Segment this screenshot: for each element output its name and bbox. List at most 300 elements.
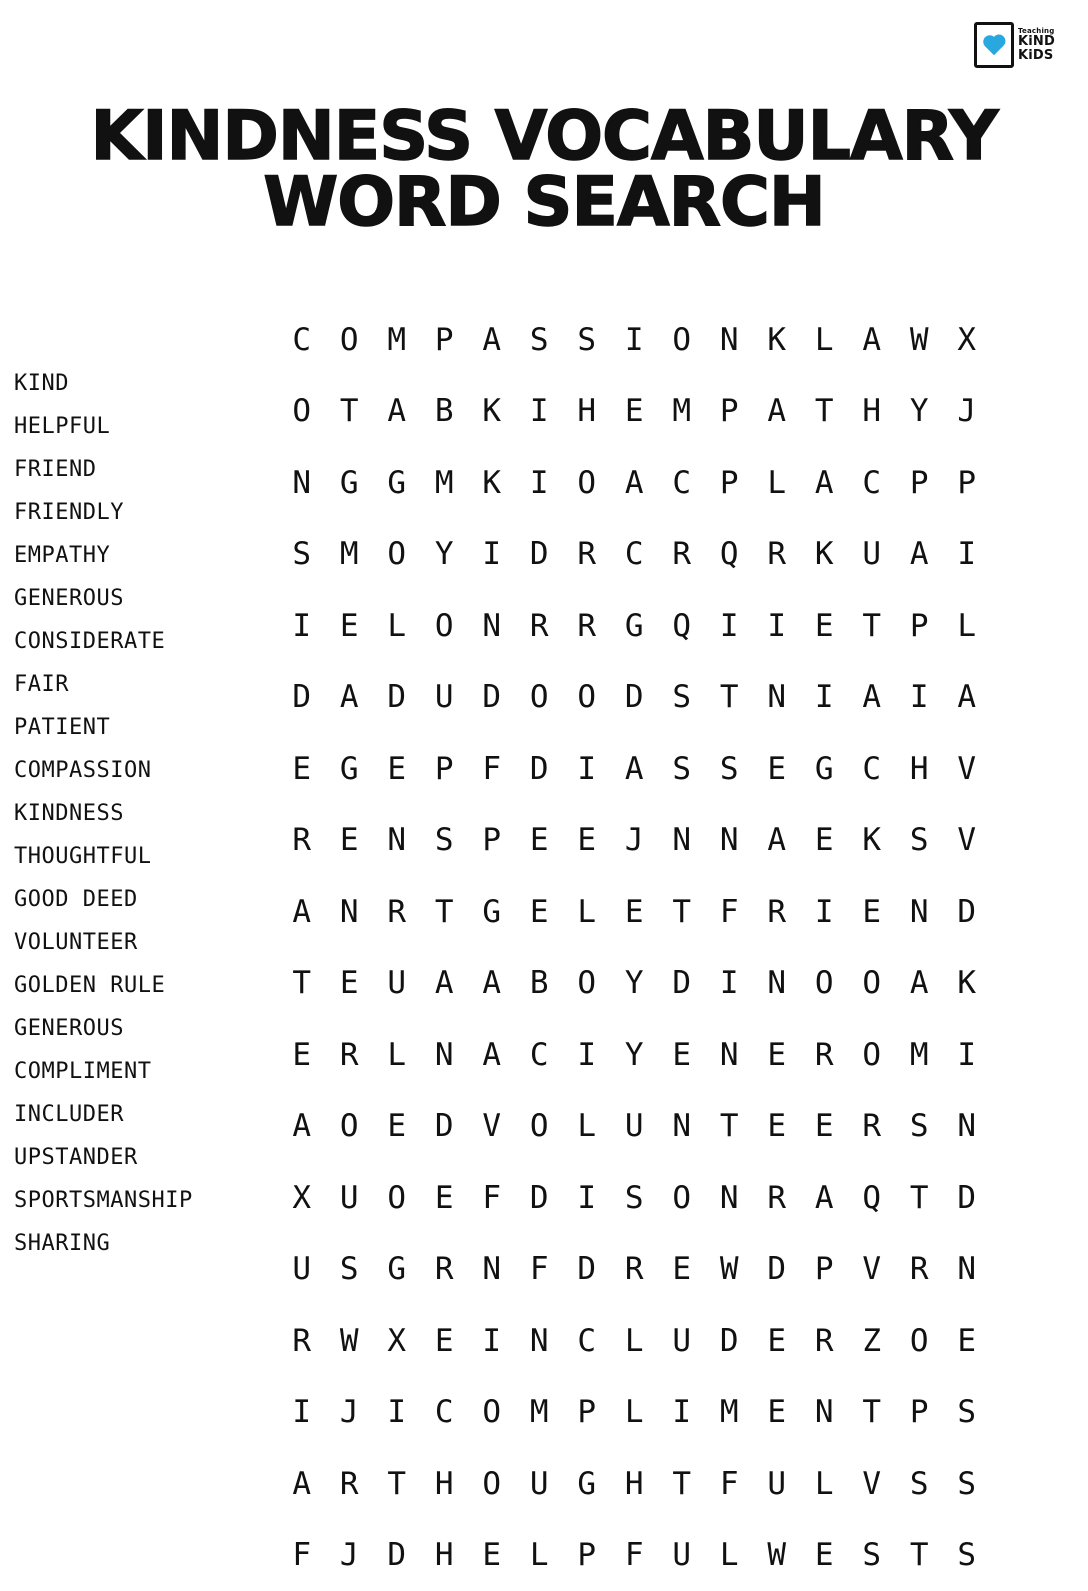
grid-cell: O — [468, 1466, 516, 1502]
grid-cell: F — [706, 894, 754, 930]
grid-cell: E — [611, 894, 659, 930]
grid-cell: F — [468, 751, 516, 787]
grid-cell: E — [278, 1037, 326, 1073]
grid-cell: E — [326, 822, 374, 858]
page-title-line-1: KINDNESS VOCABULARY — [91, 97, 998, 176]
grid-cell: C — [278, 322, 326, 358]
grid-cell: R — [896, 1251, 944, 1287]
grid-cell: T — [278, 965, 326, 1001]
grid-cell: O — [326, 1108, 374, 1144]
grid-cell: R — [373, 894, 421, 930]
grid-cell: E — [326, 608, 374, 644]
grid-cell: U — [373, 965, 421, 1001]
grid-cell: Y — [421, 536, 469, 572]
grid-cell: S — [278, 536, 326, 572]
grid-cell: P — [563, 1537, 611, 1573]
grid-cell: R — [848, 1108, 896, 1144]
grid-cell: Q — [658, 608, 706, 644]
grid-cell: H — [611, 1466, 659, 1502]
grid-cell: N — [706, 1037, 754, 1073]
grid-row — [278, 876, 1038, 948]
grid-cell: N — [753, 679, 801, 715]
grid-cell: A — [278, 1466, 326, 1502]
grid-cell: D — [753, 1251, 801, 1287]
grid-cell: N — [896, 894, 944, 930]
grid-cell: Y — [611, 965, 659, 1001]
grid-cell: S — [658, 751, 706, 787]
grid-cell: I — [516, 465, 564, 501]
grid-cell: T — [706, 679, 754, 715]
grid-cell: D — [421, 1108, 469, 1144]
grid-cell: L — [611, 1323, 659, 1359]
grid-cell: N — [373, 822, 421, 858]
grid-cell: G — [801, 751, 849, 787]
grid-cell: L — [801, 1466, 849, 1502]
grid-cell: A — [896, 965, 944, 1001]
brand-logo — [974, 14, 1066, 76]
grid-cell: O — [421, 608, 469, 644]
grid-cell: P — [468, 822, 516, 858]
grid-cell: H — [896, 751, 944, 787]
grid-cell: V — [943, 751, 991, 787]
grid-cell: N — [326, 894, 374, 930]
grid-cell: L — [801, 322, 849, 358]
grid-cell: N — [278, 465, 326, 501]
grid-cell: A — [611, 751, 659, 787]
logo-line-3: KiDS — [1018, 49, 1055, 63]
grid-cell: G — [468, 894, 516, 930]
grid-cell: D — [516, 536, 564, 572]
grid-cell: I — [516, 393, 564, 429]
grid-cell: N — [658, 822, 706, 858]
grid-row — [278, 1234, 1038, 1306]
grid-cell: X — [373, 1323, 421, 1359]
grid-cell: B — [421, 393, 469, 429]
grid-cell: S — [706, 751, 754, 787]
word-list-item: INCLUDER — [14, 1093, 269, 1136]
word-list-item: PATIENT — [14, 706, 269, 749]
grid-row — [278, 1377, 1038, 1449]
grid-cell: E — [421, 1180, 469, 1216]
grid-cell: V — [848, 1466, 896, 1502]
grid-cell: S — [848, 1537, 896, 1573]
grid-cell: W — [326, 1323, 374, 1359]
grid-cell: S — [563, 322, 611, 358]
grid-cell: L — [373, 608, 421, 644]
word-list-item: COMPASSION — [14, 749, 269, 792]
grid-cell: T — [848, 608, 896, 644]
grid-cell: N — [801, 1394, 849, 1430]
grid-cell: E — [753, 1394, 801, 1430]
grid-row — [278, 519, 1038, 591]
grid-cell: D — [563, 1251, 611, 1287]
grid-cell: K — [801, 536, 849, 572]
grid-cell: A — [943, 679, 991, 715]
grid-row — [278, 1305, 1038, 1377]
grid-cell: N — [468, 1251, 516, 1287]
word-list-item: FRIENDLY — [14, 491, 269, 534]
grid-cell: E — [801, 1108, 849, 1144]
grid-cell: I — [658, 1394, 706, 1430]
grid-cell: M — [658, 393, 706, 429]
grid-cell: D — [516, 1180, 564, 1216]
grid-cell: E — [373, 1108, 421, 1144]
grid-cell: E — [658, 1251, 706, 1287]
grid-cell: R — [278, 822, 326, 858]
grid-cell: R — [421, 1251, 469, 1287]
grid-cell: L — [373, 1037, 421, 1073]
grid-cell: E — [753, 1037, 801, 1073]
word-list — [14, 362, 269, 1265]
grid-cell: X — [943, 322, 991, 358]
grid-cell: U — [658, 1323, 706, 1359]
grid-cell: I — [706, 965, 754, 1001]
grid-cell: A — [468, 965, 516, 1001]
grid-cell: D — [516, 751, 564, 787]
grid-cell: I — [801, 679, 849, 715]
word-list-item: HELPFUL — [14, 405, 269, 448]
grid-cell: P — [801, 1251, 849, 1287]
grid-row — [278, 662, 1038, 734]
grid-cell: A — [848, 679, 896, 715]
grid-cell: N — [516, 1323, 564, 1359]
grid-cell: N — [421, 1037, 469, 1073]
grid-cell: U — [848, 536, 896, 572]
grid-cell: A — [278, 1108, 326, 1144]
grid-cell: I — [753, 608, 801, 644]
grid-cell: A — [753, 822, 801, 858]
grid-cell: N — [468, 608, 516, 644]
grid-cell: S — [658, 679, 706, 715]
logo-wordmark — [1018, 28, 1055, 63]
grid-row — [278, 447, 1038, 519]
grid-cell: D — [611, 679, 659, 715]
grid-cell: U — [326, 1180, 374, 1216]
grid-cell: T — [848, 1394, 896, 1430]
grid-cell: A — [373, 393, 421, 429]
grid-cell: L — [563, 1108, 611, 1144]
grid-cell: O — [848, 1037, 896, 1073]
grid-cell: E — [658, 1037, 706, 1073]
grid-cell: C — [563, 1323, 611, 1359]
grid-cell: P — [896, 1394, 944, 1430]
grid-cell: S — [943, 1537, 991, 1573]
grid-cell: A — [848, 322, 896, 358]
grid-cell: E — [753, 751, 801, 787]
grid-cell: G — [326, 751, 374, 787]
grid-cell: I — [468, 1323, 516, 1359]
grid-cell: Y — [896, 393, 944, 429]
grid-cell: O — [468, 1394, 516, 1430]
grid-cell: C — [516, 1037, 564, 1073]
grid-row — [278, 1091, 1038, 1163]
grid-cell: J — [326, 1537, 374, 1573]
grid-cell: O — [373, 536, 421, 572]
grid-cell: H — [848, 393, 896, 429]
grid-cell: K — [468, 465, 516, 501]
word-list-item: THOUGHTFUL — [14, 835, 269, 878]
grid-cell: S — [943, 1394, 991, 1430]
logo-line-1: Teaching — [1018, 28, 1055, 35]
grid-cell: D — [278, 679, 326, 715]
grid-cell: O — [848, 965, 896, 1001]
grid-cell: I — [706, 608, 754, 644]
grid-cell: R — [516, 608, 564, 644]
grid-cell: L — [563, 894, 611, 930]
grid-cell: E — [516, 822, 564, 858]
logo-line-2: KiND — [1018, 35, 1055, 49]
grid-cell: H — [563, 393, 611, 429]
grid-cell: M — [373, 322, 421, 358]
grid-cell: M — [896, 1037, 944, 1073]
grid-cell: E — [753, 1323, 801, 1359]
grid-cell: I — [468, 536, 516, 572]
grid-cell: I — [896, 679, 944, 715]
grid-cell: O — [516, 679, 564, 715]
grid-cell: A — [611, 465, 659, 501]
grid-cell: C — [421, 1394, 469, 1430]
grid-cell: T — [896, 1180, 944, 1216]
grid-cell: I — [563, 751, 611, 787]
grid-row — [278, 1162, 1038, 1234]
grid-cell: R — [611, 1251, 659, 1287]
grid-cell: R — [563, 536, 611, 572]
grid-cell: N — [753, 965, 801, 1001]
grid-cell: F — [611, 1537, 659, 1573]
word-list-item: SHARING — [14, 1222, 269, 1265]
word-list-item: COMPLIMENT — [14, 1050, 269, 1093]
grid-cell: V — [848, 1251, 896, 1287]
grid-cell: U — [658, 1537, 706, 1573]
grid-cell: N — [706, 322, 754, 358]
grid-cell: A — [753, 393, 801, 429]
grid-cell: I — [373, 1394, 421, 1430]
grid-cell: E — [516, 894, 564, 930]
grid-cell: T — [896, 1537, 944, 1573]
grid-cell: T — [421, 894, 469, 930]
grid-cell: B — [516, 965, 564, 1001]
grid-cell: P — [563, 1394, 611, 1430]
grid-cell: U — [516, 1466, 564, 1502]
grid-cell: A — [801, 1180, 849, 1216]
grid-cell: O — [326, 322, 374, 358]
grid-cell: U — [753, 1466, 801, 1502]
grid-cell: J — [326, 1394, 374, 1430]
grid-cell: S — [896, 1108, 944, 1144]
grid-row — [278, 805, 1038, 877]
grid-cell: P — [421, 751, 469, 787]
grid-cell: G — [326, 465, 374, 501]
grid-cell: W — [896, 322, 944, 358]
grid-cell: N — [706, 1180, 754, 1216]
grid-cell: R — [563, 608, 611, 644]
page-title-line-2: WORD SEARCH — [0, 170, 1088, 237]
grid-cell: P — [896, 608, 944, 644]
grid-cell: O — [373, 1180, 421, 1216]
word-list-item: FAIR — [14, 663, 269, 706]
grid-cell: E — [848, 894, 896, 930]
grid-cell: C — [848, 751, 896, 787]
word-list-item: FRIEND — [14, 448, 269, 491]
word-list-item: GOOD DEED — [14, 878, 269, 921]
grid-cell: N — [943, 1108, 991, 1144]
grid-cell: L — [516, 1537, 564, 1573]
grid-cell: E — [943, 1323, 991, 1359]
grid-cell: T — [658, 894, 706, 930]
grid-cell: S — [611, 1180, 659, 1216]
grid-cell: P — [896, 465, 944, 501]
grid-cell: O — [563, 679, 611, 715]
grid-cell: E — [468, 1537, 516, 1573]
grid-cell: H — [421, 1466, 469, 1502]
grid-cell: I — [563, 1037, 611, 1073]
grid-cell: F — [706, 1466, 754, 1502]
grid-cell: L — [611, 1394, 659, 1430]
grid-cell: A — [801, 465, 849, 501]
grid-cell: H — [421, 1537, 469, 1573]
grid-cell: E — [278, 751, 326, 787]
grid-cell: R — [801, 1037, 849, 1073]
grid-cell: R — [658, 536, 706, 572]
grid-cell: J — [943, 393, 991, 429]
grid-cell: O — [563, 465, 611, 501]
word-list-item: GENEROUS — [14, 577, 269, 620]
grid-cell: R — [326, 1037, 374, 1073]
grid-cell: O — [896, 1323, 944, 1359]
grid-cell: O — [516, 1108, 564, 1144]
grid-cell: I — [278, 608, 326, 644]
grid-cell: E — [326, 965, 374, 1001]
grid-cell: O — [801, 965, 849, 1001]
grid-cell: D — [706, 1323, 754, 1359]
grid-cell: I — [943, 1037, 991, 1073]
grid-cell: K — [753, 322, 801, 358]
grid-row — [278, 1448, 1038, 1520]
grid-cell: F — [516, 1251, 564, 1287]
grid-cell: A — [468, 1037, 516, 1073]
grid-cell: R — [278, 1323, 326, 1359]
grid-cell: M — [706, 1394, 754, 1430]
heart-icon — [985, 37, 1003, 55]
grid-cell: E — [801, 608, 849, 644]
grid-cell: L — [943, 608, 991, 644]
grid-cell: D — [943, 1180, 991, 1216]
grid-cell: A — [896, 536, 944, 572]
grid-cell: M — [516, 1394, 564, 1430]
logo-book-icon — [974, 22, 1014, 68]
grid-cell: X — [278, 1180, 326, 1216]
grid-cell: E — [563, 822, 611, 858]
grid-cell: R — [326, 1466, 374, 1502]
grid-cell: A — [421, 965, 469, 1001]
word-list-item: GOLDEN RULE — [14, 964, 269, 1007]
grid-cell: R — [753, 894, 801, 930]
grid-cell: E — [421, 1323, 469, 1359]
grid-cell: T — [326, 393, 374, 429]
grid-cell: D — [943, 894, 991, 930]
grid-cell: T — [801, 393, 849, 429]
grid-cell: C — [848, 465, 896, 501]
grid-cell: C — [611, 536, 659, 572]
grid-cell: D — [658, 965, 706, 1001]
grid-cell: L — [753, 465, 801, 501]
grid-cell: P — [421, 322, 469, 358]
grid-cell: N — [706, 822, 754, 858]
grid-cell: L — [706, 1537, 754, 1573]
grid-cell: D — [468, 679, 516, 715]
grid-row — [278, 376, 1038, 448]
grid-cell: U — [278, 1251, 326, 1287]
grid-cell: F — [468, 1180, 516, 1216]
grid-cell: G — [611, 608, 659, 644]
grid-row — [278, 1019, 1038, 1091]
grid-cell: S — [421, 822, 469, 858]
grid-cell: C — [658, 465, 706, 501]
grid-cell: D — [373, 679, 421, 715]
grid-cell: G — [373, 1251, 421, 1287]
grid-cell: M — [326, 536, 374, 572]
word-list-item: UPSTANDER — [14, 1136, 269, 1179]
grid-cell: U — [611, 1108, 659, 1144]
grid-cell: E — [801, 822, 849, 858]
grid-cell: G — [563, 1466, 611, 1502]
grid-cell: E — [611, 393, 659, 429]
grid-cell: I — [611, 322, 659, 358]
grid-cell: O — [563, 965, 611, 1001]
word-search-grid — [278, 304, 1038, 1591]
grid-cell: K — [848, 822, 896, 858]
grid-cell: Z — [848, 1323, 896, 1359]
word-list-item: KINDNESS — [14, 792, 269, 835]
grid-cell: R — [753, 1180, 801, 1216]
word-list-item: EMPATHY — [14, 534, 269, 577]
grid-cell: O — [658, 1180, 706, 1216]
grid-cell: M — [421, 465, 469, 501]
grid-cell: P — [943, 465, 991, 501]
grid-cell: Y — [611, 1037, 659, 1073]
grid-cell: S — [516, 322, 564, 358]
grid-cell: K — [468, 393, 516, 429]
word-list-item: GENEROUS — [14, 1007, 269, 1050]
grid-cell: A — [278, 894, 326, 930]
grid-cell: I — [943, 536, 991, 572]
grid-cell: A — [468, 322, 516, 358]
grid-row — [278, 948, 1038, 1020]
grid-cell: O — [278, 393, 326, 429]
grid-cell: S — [896, 1466, 944, 1502]
grid-cell: V — [943, 822, 991, 858]
grid-row — [278, 1520, 1038, 1591]
grid-cell: V — [468, 1108, 516, 1144]
word-list-item: KIND — [14, 362, 269, 405]
grid-cell: W — [753, 1537, 801, 1573]
grid-cell: S — [943, 1466, 991, 1502]
grid-cell: W — [706, 1251, 754, 1287]
grid-cell: D — [373, 1537, 421, 1573]
grid-cell: Q — [848, 1180, 896, 1216]
grid-cell: I — [563, 1180, 611, 1216]
grid-cell: P — [706, 465, 754, 501]
grid-cell: T — [658, 1466, 706, 1502]
grid-cell: I — [278, 1394, 326, 1430]
grid-cell: T — [706, 1108, 754, 1144]
grid-cell: E — [373, 751, 421, 787]
grid-cell: T — [373, 1466, 421, 1502]
grid-row — [278, 304, 1038, 376]
grid-row — [278, 590, 1038, 662]
grid-cell: J — [611, 822, 659, 858]
grid-cell: R — [753, 536, 801, 572]
